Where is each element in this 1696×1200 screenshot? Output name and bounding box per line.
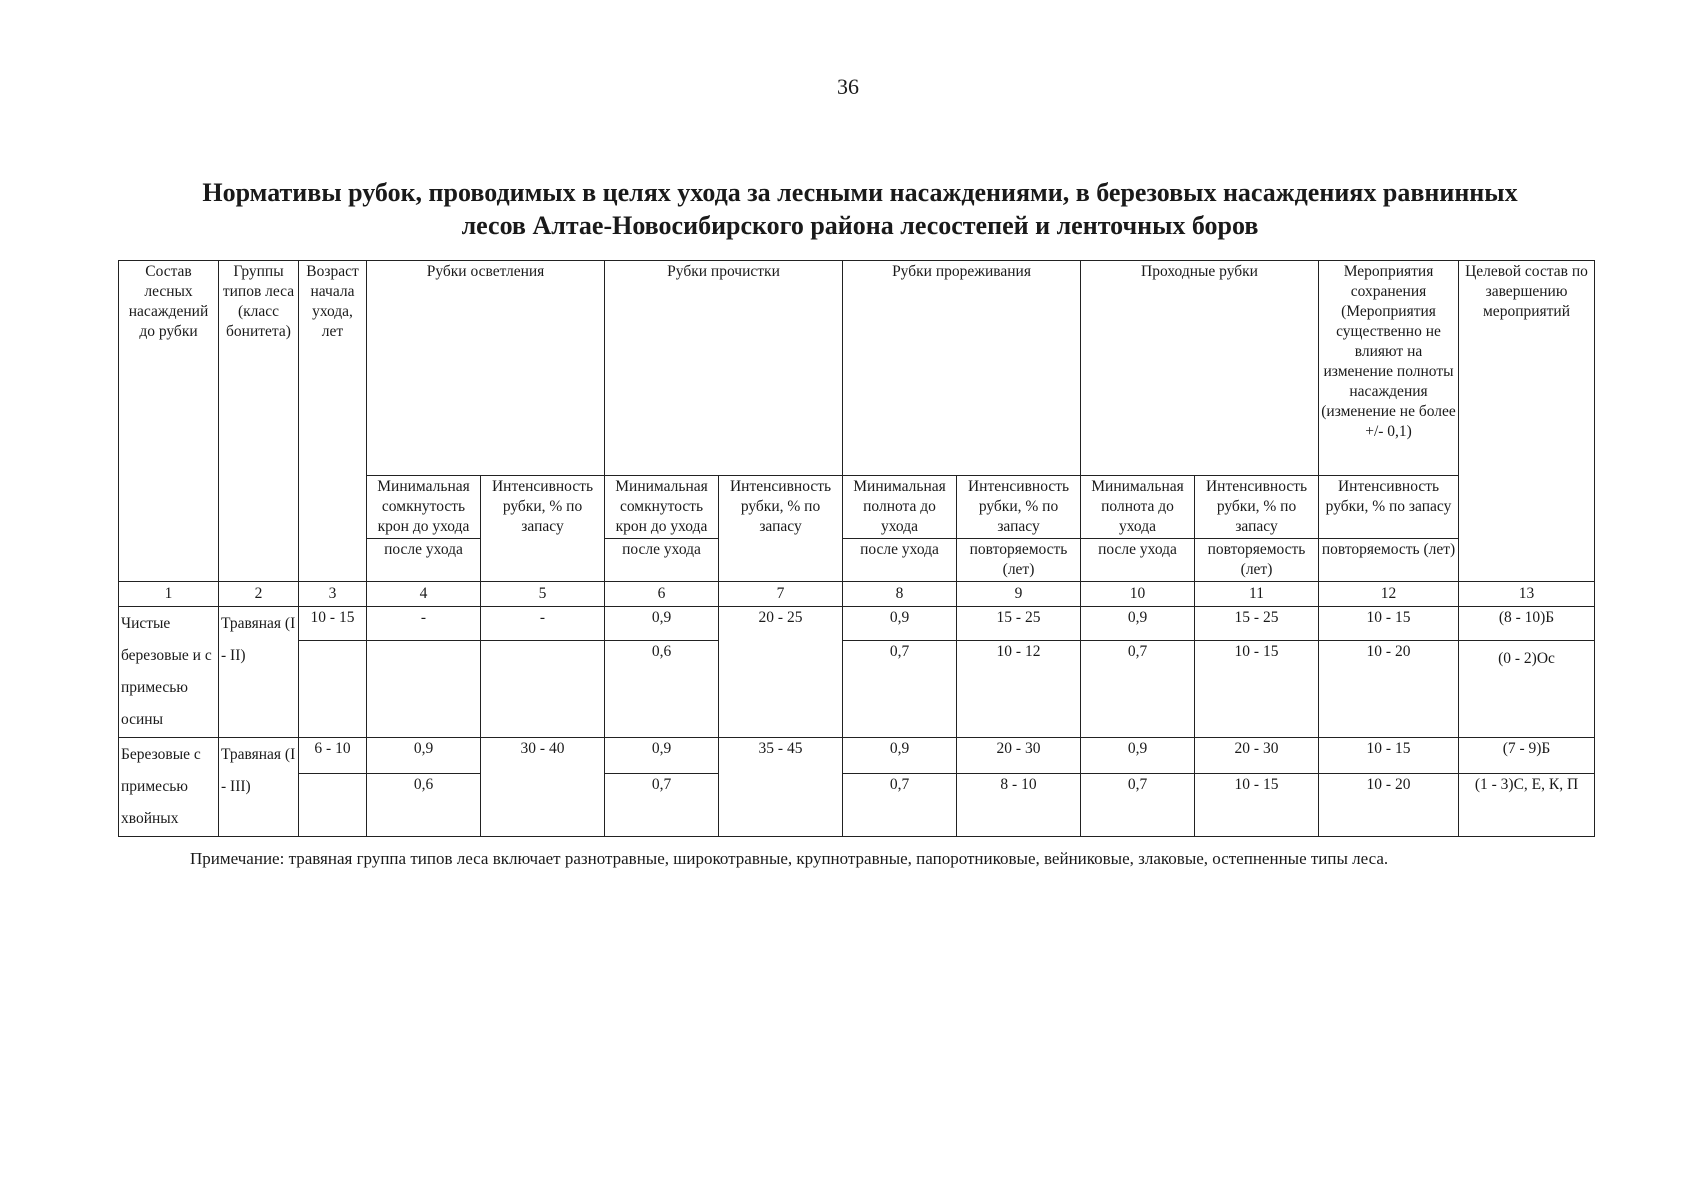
cell: 10 - 20 <box>1319 774 1459 837</box>
col-number: 8 <box>843 582 957 607</box>
cell: 15 - 25 <box>1195 607 1319 641</box>
row-age-empty <box>299 641 367 738</box>
col-number: 4 <box>367 582 481 607</box>
cell: 0,7 <box>1081 641 1195 738</box>
cell: 0,6 <box>605 641 719 738</box>
col-number: 13 <box>1459 582 1595 607</box>
cell <box>719 641 843 738</box>
cell: 0,9 <box>843 607 957 641</box>
header-after-3: после ухода <box>843 539 957 582</box>
cell: 10 - 15 <box>1195 641 1319 738</box>
header-group-passing: Проходные рубки <box>1081 261 1319 476</box>
header-age: Возраст начала ухода, лет <box>299 261 367 582</box>
header-intensity-5: Интенсивность рубки, % по запасу <box>1319 476 1459 539</box>
cell <box>719 774 843 837</box>
cell: 35 - 45 <box>719 738 843 774</box>
header-min-crown-2: Минимальная сомкнутость крон до ухода <box>605 476 719 539</box>
table-row <box>119 607 1595 641</box>
table-row <box>119 774 1595 837</box>
cell: 20 - 30 <box>1195 738 1319 774</box>
row-forest-type: Травяная (I - III) <box>219 738 299 837</box>
header-after-4: после ухода <box>1081 539 1195 582</box>
cell: 15 - 25 <box>957 607 1081 641</box>
col-number: 9 <box>957 582 1081 607</box>
title-line-2: лесов Алтае-Новосибирского района лесостепей и ленточных боров <box>461 211 1259 240</box>
cell: - <box>367 607 481 641</box>
cell: (7 - 9)Б <box>1459 738 1595 774</box>
cell: 0,9 <box>1081 607 1195 641</box>
header-forest-type: Группы типов леса (класс бонитета) <box>219 261 299 582</box>
row-age: 10 - 15 <box>299 607 367 641</box>
col-number: 1 <box>119 582 219 607</box>
cell: 0,9 <box>1081 738 1195 774</box>
row-age-empty <box>299 774 367 837</box>
row-composition: Чистые березовые и с примесью осины <box>119 607 219 738</box>
col-number: 11 <box>1195 582 1319 607</box>
norms-table <box>118 260 1595 837</box>
header-group-clarification: Рубки осветления <box>367 261 605 476</box>
cell: 10 - 20 <box>1319 641 1459 738</box>
header-repeat-2: повторяемость (лет) <box>1195 539 1319 582</box>
cell: 0,9 <box>605 607 719 641</box>
cell: (8 - 10)Б <box>1459 607 1595 641</box>
cell <box>481 641 605 738</box>
header-composition: Состав лесных насаждений до рубки <box>119 261 219 582</box>
cell: 20 - 25 <box>719 607 843 641</box>
col-number: 3 <box>299 582 367 607</box>
header-min-density-1: Минимальная полнота до ухода <box>843 476 957 539</box>
header-group-cleaning: Рубки прочистки <box>605 261 843 476</box>
header-min-crown-1: Минимальная сомкнутость крон до ухода <box>367 476 481 539</box>
table-row <box>119 738 1595 774</box>
cell: 0,9 <box>843 738 957 774</box>
cell: 0,9 <box>605 738 719 774</box>
col-number: 12 <box>1319 582 1459 607</box>
cell: (0 - 2)Ос <box>1459 641 1595 738</box>
cell: 0,7 <box>605 774 719 837</box>
header-row-groups <box>119 261 1595 476</box>
header-after-2: после ухода <box>605 539 719 582</box>
cell: (1 - 3)С, Е, К, П <box>1459 774 1595 837</box>
header-target-composition: Целевой состав по завершению мероприятий <box>1459 261 1595 582</box>
header-group-thinning: Рубки прореживания <box>843 261 1081 476</box>
row-forest-type: Травяная (I - II) <box>219 607 299 738</box>
header-intensity-1: Интенсивность рубки, % по запасу <box>481 476 605 582</box>
cell: 0,9 <box>367 738 481 774</box>
column-numbers-row <box>119 582 1595 607</box>
table-row <box>119 641 1595 738</box>
cell <box>481 774 605 837</box>
col-number: 7 <box>719 582 843 607</box>
header-intensity-4: Интенсивность рубки, % по запасу <box>1195 476 1319 539</box>
cell: 0,6 <box>367 774 481 837</box>
page-number: 36 <box>837 74 859 99</box>
row-composition: Березовые с примесью хвойных <box>119 738 219 837</box>
cell: 30 - 40 <box>481 738 605 774</box>
col-number: 5 <box>481 582 605 607</box>
title-line-1: Нормативы рубок, проводимых в целях ухода за лесными насаждениями, в березовых насаждениях равнинных <box>202 178 1518 207</box>
cell <box>367 641 481 738</box>
cell: 10 - 15 <box>1319 738 1459 774</box>
header-repeat-3: повторяемость (лет) <box>1319 539 1459 582</box>
footnote: Примечание: травяная группа типов леса включает разнотравные, широкотравные, крупнотравные, папоротниковые, вейниковые, злаковые, остепненные типы леса. <box>190 849 1389 868</box>
header-intensity-2: Интенсивность рубки, % по запасу <box>719 476 843 582</box>
header-min-density-2: Минимальная полнота до ухода <box>1081 476 1195 539</box>
document-title <box>110 176 1610 242</box>
header-after-1: после ухода <box>367 539 481 582</box>
row-age: 6 - 10 <box>299 738 367 774</box>
col-number: 2 <box>219 582 299 607</box>
cell: 0,7 <box>843 774 957 837</box>
cell: - <box>481 607 605 641</box>
cell: 0,7 <box>843 641 957 738</box>
col-number: 6 <box>605 582 719 607</box>
col-number: 10 <box>1081 582 1195 607</box>
cell: 0,7 <box>1081 774 1195 837</box>
header-repeat-1: повторяемость (лет) <box>957 539 1081 582</box>
header-intensity-3: Интенсивность рубки, % по запасу <box>957 476 1081 539</box>
cell: 8 - 10 <box>957 774 1081 837</box>
cell: 10 - 15 <box>1195 774 1319 837</box>
header-preservation: Мероприятия сохранения (Мероприятия существенно не влияют на изменение полноты насаждения (изменение не более +/- 0,1) <box>1319 261 1459 476</box>
cell: 10 - 15 <box>1319 607 1459 641</box>
cell: 20 - 30 <box>957 738 1081 774</box>
cell: 10 - 12 <box>957 641 1081 738</box>
